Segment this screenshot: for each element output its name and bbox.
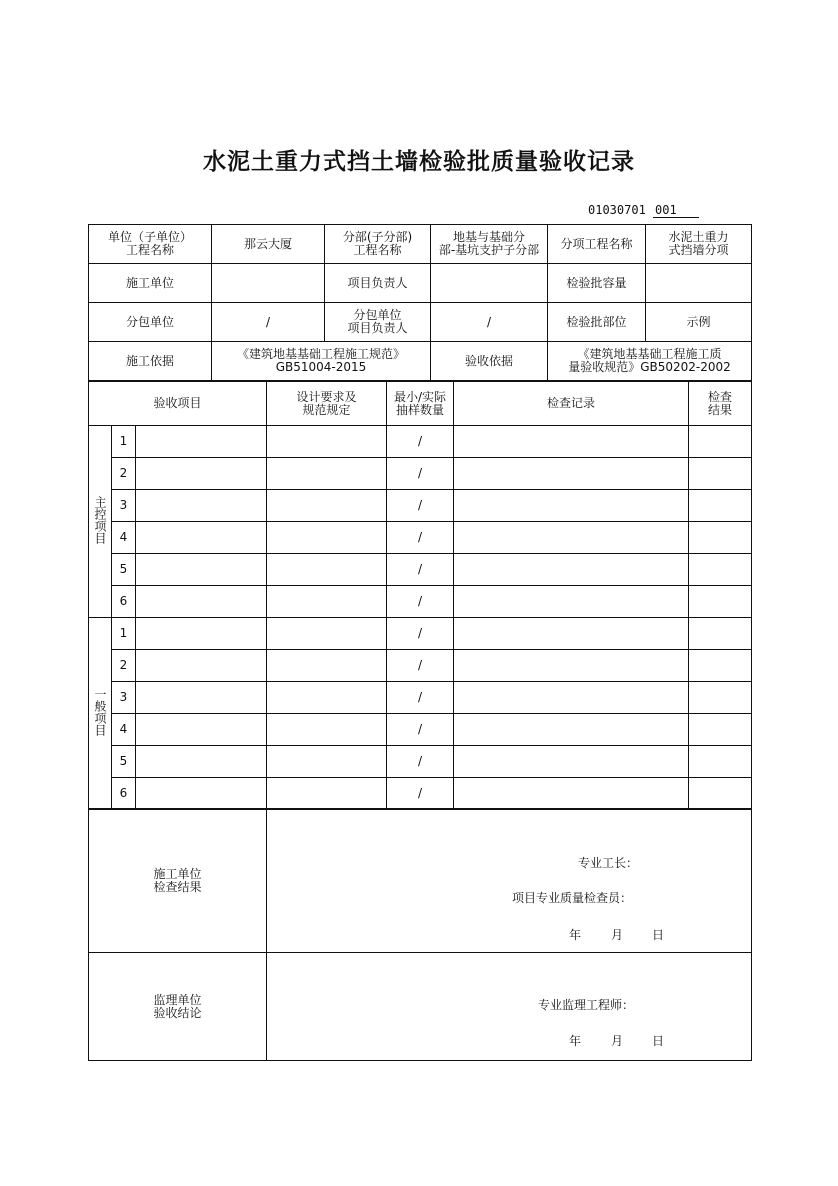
item-number: 5 — [112, 746, 136, 778]
batch-location-value[interactable]: 示例 — [646, 303, 752, 342]
general-item-row — [89, 746, 752, 778]
item-number: 2 — [112, 458, 136, 490]
item-description[interactable] — [136, 746, 267, 778]
division-name-value[interactable]: 地基与基础分 部-基坑支护子分部 — [431, 225, 548, 264]
item-check-result[interactable] — [689, 650, 752, 682]
contractor-value[interactable] — [212, 264, 325, 303]
item-sample-quantity[interactable]: / — [387, 522, 454, 554]
item-design-requirement[interactable] — [267, 714, 387, 746]
document-number-prefix: 01030701 — [588, 203, 646, 217]
item-check-result[interactable] — [689, 458, 752, 490]
item-check-result[interactable] — [689, 554, 752, 586]
general-item-row — [89, 778, 752, 810]
item-sample-quantity[interactable]: / — [387, 618, 454, 650]
item-description[interactable] — [136, 554, 267, 586]
item-number: 2 — [112, 650, 136, 682]
supervising-engineer-signature-label: 专业监理工程师： — [538, 998, 635, 1012]
document-number — [588, 203, 699, 218]
item-number: 3 — [112, 490, 136, 522]
item-design-requirement[interactable] — [267, 650, 387, 682]
item-number: 6 — [112, 778, 136, 810]
item-check-record[interactable] — [454, 554, 689, 586]
item-description[interactable] — [136, 778, 267, 810]
subcontractor-pm-value[interactable]: / — [431, 303, 548, 342]
item-design-requirement[interactable] — [267, 618, 387, 650]
item-sample-quantity[interactable]: / — [387, 586, 454, 618]
supervisor-date-month: 月 — [611, 1034, 624, 1048]
sub-item-name-value[interactable]: 水泥土重力 式挡墙分项 — [646, 225, 752, 264]
batch-location-label: 检验批部位 — [548, 303, 646, 342]
item-design-requirement[interactable] — [267, 426, 387, 458]
general-items-label — [89, 618, 112, 810]
item-design-requirement[interactable] — [267, 778, 387, 810]
item-number: 5 — [112, 554, 136, 586]
general-item-row — [89, 682, 752, 714]
item-check-record[interactable] — [454, 426, 689, 458]
acceptance-basis-value[interactable]: 《建筑地基基础工程施工质 量验收规范》GB50202-2002 — [548, 342, 752, 381]
contractor-date-month: 月 — [611, 928, 624, 942]
item-number: 6 — [112, 586, 136, 618]
item-sample-quantity[interactable]: / — [387, 650, 454, 682]
item-description[interactable] — [136, 490, 267, 522]
item-sample-quantity[interactable]: / — [387, 490, 454, 522]
item-description[interactable] — [136, 458, 267, 490]
item-sample-quantity[interactable]: / — [387, 714, 454, 746]
item-sample-quantity[interactable]: / — [387, 554, 454, 586]
contractor-check-area[interactable] — [267, 809, 752, 953]
supervisor-date-day: 日 — [652, 1034, 665, 1048]
item-description[interactable] — [136, 650, 267, 682]
item-design-requirement[interactable] — [267, 746, 387, 778]
main-control-item-row — [89, 490, 752, 522]
unit-name-label: 单位（子单位） 工程名称 — [89, 225, 212, 264]
sub-item-name-label: 分项工程名称 — [548, 225, 646, 264]
main-control-item-row — [89, 554, 752, 586]
main-control-item-row — [89, 458, 752, 490]
item-check-record[interactable] — [454, 618, 689, 650]
inspection-items-table — [88, 381, 752, 810]
quality-inspector-signature-label: 项目专业质量检查员： — [512, 891, 633, 905]
item-description[interactable] — [136, 618, 267, 650]
main-control-items-label-text: 主控项目 — [93, 496, 107, 544]
item-sample-quantity[interactable]: / — [387, 682, 454, 714]
item-check-result[interactable] — [689, 746, 752, 778]
col-header-record: 检查记录 — [454, 382, 689, 426]
item-check-record[interactable] — [454, 714, 689, 746]
item-sample-quantity[interactable]: / — [387, 778, 454, 810]
item-number: 4 — [112, 714, 136, 746]
general-item-row — [89, 714, 752, 746]
supervisor-date-year: 年 — [569, 1034, 582, 1048]
item-design-requirement[interactable] — [267, 682, 387, 714]
item-design-requirement[interactable] — [267, 522, 387, 554]
item-sample-quantity[interactable]: / — [387, 426, 454, 458]
item-check-record[interactable] — [454, 522, 689, 554]
item-number: 3 — [112, 682, 136, 714]
contractor-date-year: 年 — [569, 928, 582, 942]
main-control-items-label — [89, 426, 112, 618]
item-check-result[interactable] — [689, 682, 752, 714]
item-design-requirement[interactable] — [267, 554, 387, 586]
unit-name-value[interactable]: 那云大厦 — [212, 225, 325, 264]
subcontractor-label: 分包单位 — [89, 303, 212, 342]
item-check-result[interactable] — [689, 618, 752, 650]
col-header-design: 设计要求及 规范规定 — [267, 382, 387, 426]
item-check-record[interactable] — [454, 586, 689, 618]
main-control-item-row — [89, 522, 752, 554]
batch-capacity-value[interactable] — [646, 264, 752, 303]
page-title: 水泥土重力式挡土墙检验批质量验收记录 — [203, 148, 635, 175]
item-check-record[interactable] — [454, 778, 689, 810]
subcontractor-value[interactable]: / — [212, 303, 325, 342]
item-description[interactable] — [136, 682, 267, 714]
item-description[interactable] — [136, 522, 267, 554]
supervisor-check-area[interactable] — [267, 953, 752, 1061]
document-number-suffix: 001 — [653, 204, 699, 218]
item-description[interactable] — [136, 714, 267, 746]
contractor-label: 施工单位 — [89, 264, 212, 303]
contractor-check-label: 施工单位 检查结果 — [89, 809, 267, 953]
general-item-row — [89, 618, 752, 650]
main-control-item-row — [89, 426, 752, 458]
item-check-result[interactable] — [689, 778, 752, 810]
item-design-requirement[interactable] — [267, 586, 387, 618]
item-check-record[interactable] — [454, 490, 689, 522]
item-description[interactable] — [136, 426, 267, 458]
item-check-record[interactable] — [454, 746, 689, 778]
batch-capacity-label: 检验批容量 — [548, 264, 646, 303]
col-header-item: 验收项目 — [89, 382, 267, 426]
item-sample-quantity[interactable]: / — [387, 458, 454, 490]
col-header-result: 检查 结果 — [689, 382, 752, 426]
header-info-table — [88, 224, 752, 381]
item-design-requirement[interactable] — [267, 490, 387, 522]
item-check-result[interactable] — [689, 522, 752, 554]
contractor-date-day: 日 — [652, 928, 665, 942]
col-header-sample: 最小/实际 抽样数量 — [387, 382, 454, 426]
division-name-label: 分部(子分部) 工程名称 — [325, 225, 431, 264]
project-manager-label: 项目负责人 — [325, 264, 431, 303]
item-check-result[interactable] — [689, 490, 752, 522]
item-design-requirement[interactable] — [267, 458, 387, 490]
foreman-signature-label: 专业工长： — [578, 856, 639, 870]
item-check-result[interactable] — [689, 586, 752, 618]
item-sample-quantity[interactable]: / — [387, 746, 454, 778]
general-items-label-text: 一般项目 — [93, 688, 107, 736]
item-check-result[interactable] — [689, 426, 752, 458]
main-control-item-row — [89, 586, 752, 618]
item-number: 4 — [112, 522, 136, 554]
item-check-result[interactable] — [689, 714, 752, 746]
item-check-record[interactable] — [454, 682, 689, 714]
construction-basis-value[interactable]: 《建筑地基基础工程施工规范》 GB51004-2015 — [212, 342, 431, 381]
subcontractor-pm-label: 分包单位 项目负责人 — [325, 303, 431, 342]
acceptance-basis-label: 验收依据 — [431, 342, 548, 381]
general-item-row — [89, 650, 752, 682]
signature-table — [88, 808, 752, 1061]
item-check-record[interactable] — [454, 650, 689, 682]
supervisor-check-label: 监理单位 验收结论 — [89, 953, 267, 1061]
item-number: 1 — [112, 426, 136, 458]
item-description[interactable] — [136, 586, 267, 618]
project-manager-value[interactable] — [431, 264, 548, 303]
construction-basis-label: 施工依据 — [89, 342, 212, 381]
item-number: 1 — [112, 618, 136, 650]
item-check-record[interactable] — [454, 458, 689, 490]
